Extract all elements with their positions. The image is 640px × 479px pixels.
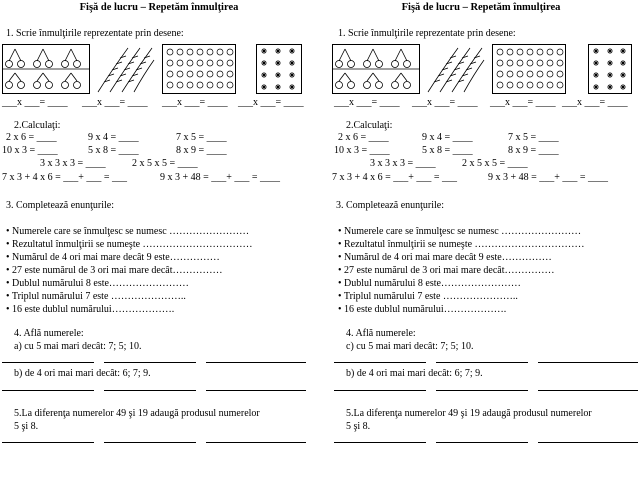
circles-drawing: [162, 44, 236, 94]
stars-drawing: [588, 44, 632, 94]
answer-line: [538, 442, 638, 443]
ex3-item: • Triplul numărului 7 este …………………..: [338, 291, 518, 302]
ex2-cell: 9 x 3 + 48 = ___+ ___ = ____: [160, 172, 281, 183]
ex5-text: 5 şi 8.: [14, 421, 39, 432]
cherries-icon: [3, 45, 89, 93]
ex2-cell: 2 x 5 x 5 = ____: [462, 158, 528, 169]
ex3-item: • Numărul de 4 ori mai mare decât 9 este……………: [338, 252, 552, 263]
answer-line: [2, 442, 94, 443]
answer-line: [2, 362, 94, 363]
ex3-item: • Numărul de 4 ori mai mare decât 9 este……………: [6, 252, 220, 263]
circles-grid-icon: [163, 45, 235, 93]
worksheet-title: Fişă de lucru – Repetăm înmulţirea: [401, 2, 561, 13]
ex1-answer-2: ___x ___= ____: [82, 97, 148, 108]
ex4-item-a: a) cu 5 mai mari decât: 7; 5; 10.: [14, 341, 142, 352]
wheat-drawing: [94, 44, 158, 94]
worksheet-left: [0, 0, 318, 479]
ex3-item: • Rezultatul înmulţirii se numeşte ……………………………: [338, 239, 585, 250]
ex2-cell: 7 x 3 + 4 x 6 = ___+ ___ = ___: [332, 172, 458, 183]
cherries-drawing: [2, 44, 90, 94]
ex2-cell: 2 x 6 = ____: [6, 132, 57, 143]
ex3-heading: 3. Completează enunţurile:: [6, 200, 115, 211]
stars-grid-icon: [257, 45, 301, 93]
ex2-cell: 9 x 3 + 48 = ___+ ___ = ____: [488, 172, 609, 183]
answer-line: [334, 390, 426, 391]
ex2-cell: 10 x 3 = ____: [334, 145, 390, 156]
answer-line: [334, 362, 426, 363]
ex1-answer-2: ___x ___= ____: [412, 97, 478, 108]
ex2-cell: 9 x 4 = ____: [422, 132, 473, 143]
ex2-cell: 8 x 9 = ____: [176, 145, 227, 156]
ex4-item-c: c) cu 5 mai mari decât: 7; 5; 10.: [346, 341, 474, 352]
answer-line: [104, 442, 196, 443]
ex1-heading: 1. Scrie înmulţirile reprezentate prin desene:: [338, 28, 516, 39]
ex2-cell: 10 x 3 = ____: [2, 145, 58, 156]
ex4-item-b: b) de 4 ori mai mari decât: 6; 7; 9.: [14, 368, 151, 379]
ex3-item: • Triplul numărului 7 este …………………..: [6, 291, 186, 302]
ex4-heading: 4. Află numerele:: [14, 328, 84, 339]
ex2-cell: 5 x 8 = ____: [422, 145, 473, 156]
answer-line: [538, 362, 638, 363]
worksheet-right: [322, 0, 640, 479]
ex3-item: • Dublul numărului 8 este……………………: [6, 278, 189, 289]
answer-line: [436, 442, 528, 443]
ex2-cell: 3 x 3 x 3 = ____: [40, 158, 106, 169]
cherries-drawing: [332, 44, 420, 94]
ex2-heading: 2.Calculaţi:: [14, 120, 61, 131]
ex3-item: • 16 este dublul numărului……………….: [6, 304, 175, 315]
ex1-answer-4: ___x ___= ____: [238, 97, 304, 108]
answer-line: [104, 362, 196, 363]
ex3-item: • Rezultatul înmulţirii se numeşte ……………………………: [6, 239, 253, 250]
answer-line: [104, 390, 196, 391]
answer-line: [206, 442, 306, 443]
circles-drawing: [492, 44, 566, 94]
ex3-item: • Dublul numărului 8 este……………………: [338, 278, 521, 289]
ex2-cell: 7 x 5 = ____: [176, 132, 227, 143]
ex1-drawings: [2, 44, 314, 96]
stars-grid-icon: [589, 45, 631, 93]
ex2-cell: 8 x 9 = ____: [508, 145, 559, 156]
ex5-text: 5 şi 8.: [346, 421, 371, 432]
answer-line: [206, 362, 306, 363]
wheat-icon: [94, 44, 158, 94]
stars-drawing: [256, 44, 302, 94]
ex3-item: • Numerele care se înmulţesc se numesc ……………………: [6, 226, 250, 237]
ex5-text: 5.La diferenţa numerelor 49 şi 19 adaugă produsul numerelor: [14, 408, 260, 419]
ex4-heading: 4. Află numerele:: [346, 328, 416, 339]
ex3-item: • 27 este numărul de 3 ori mai mare decât……………: [6, 265, 223, 276]
answer-line: [206, 390, 306, 391]
circles-grid-icon: [493, 45, 565, 93]
ex1-answer-3: ___x ___= ____: [490, 97, 556, 108]
answer-line: [436, 362, 528, 363]
ex2-cell: 2 x 6 = ____: [338, 132, 389, 143]
ex3-item: • 16 este dublul numărului……………….: [338, 304, 507, 315]
answer-line: [334, 442, 426, 443]
ex2-cell: 2 x 5 x 5 = ____: [132, 158, 198, 169]
ex3-heading: 3. Completează enunţurile:: [336, 200, 445, 211]
ex1-answer-1: ___x ___= ____: [334, 97, 400, 108]
worksheet-title: Fişă de lucru – Repetăm înmulţirea: [79, 2, 239, 13]
ex1-answer-1: ___x ___= ____: [2, 97, 68, 108]
answer-line: [538, 390, 638, 391]
wheat-icon: [424, 44, 488, 94]
wheat-drawing: [424, 44, 488, 94]
answer-line: [436, 390, 528, 391]
ex2-heading: 2.Calculaţi:: [346, 120, 393, 131]
ex2-cell: 5 x 8 = ____: [88, 145, 139, 156]
ex3-item: • 27 este numărul de 3 ori mai mare decât……………: [338, 265, 555, 276]
ex1-answer-3: ___x ___= ____: [162, 97, 228, 108]
ex2-cell: 7 x 3 + 4 x 6 = ___+ ___ = ___: [2, 172, 128, 183]
ex2-cell: 7 x 5 = ____: [508, 132, 559, 143]
ex2-cell: 3 x 3 x 3 = ____: [370, 158, 436, 169]
ex3-item: • Numerele care se înmulţesc se numesc ……………………: [338, 226, 582, 237]
ex5-text: 5.La diferenţa numerelor 49 şi 19 adaugă produsul numerelor: [346, 408, 592, 419]
ex1-answer-4: ___x ___= ____: [562, 97, 628, 108]
ex4-item-d: b) de 4 ori mai mari decât: 6; 7; 9.: [346, 368, 483, 379]
answer-line: [2, 390, 94, 391]
ex1-drawings: [332, 44, 640, 96]
cherries-icon: [333, 45, 419, 93]
ex1-heading: 1. Scrie înmulţirile reprezentate prin desene:: [6, 28, 184, 39]
ex2-cell: 9 x 4 = ____: [88, 132, 139, 143]
